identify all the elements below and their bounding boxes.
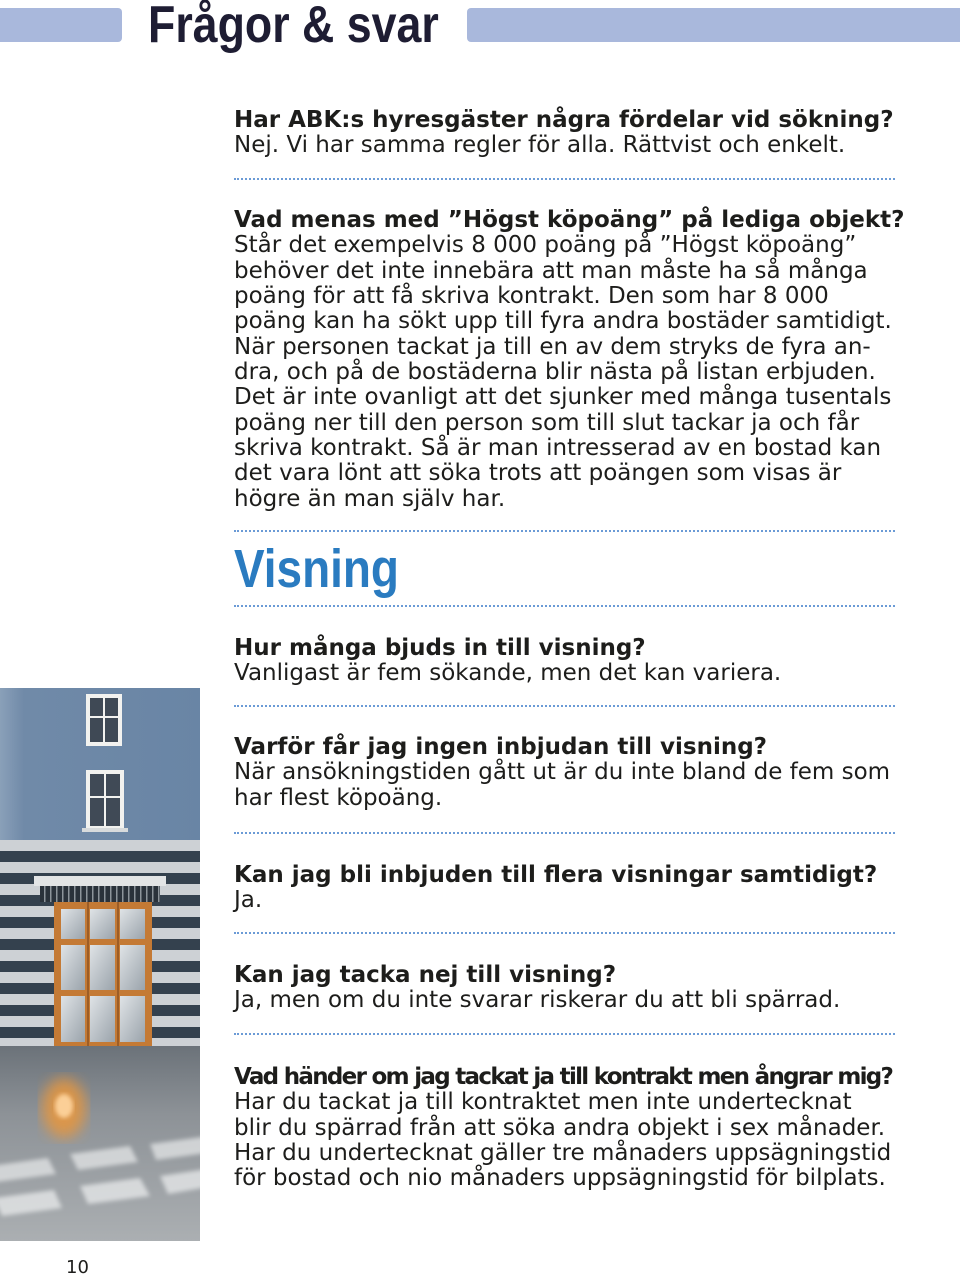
window [82,770,128,832]
faq-item [234,636,934,687]
faq-question: Varför får jag ingen inbjudan till visning? [234,734,768,760]
faq-answer-line: poäng kan ha sökt upp till fyra andra bostäder samtidigt. [234,308,892,335]
faq-answer-line: Har du undertecknat gäller tre månaders uppsägningstid [234,1140,892,1167]
faq-item [234,208,934,512]
faq-answer-line: har flest köpoäng. [234,784,443,811]
faq-answer-line: Står det exempelvis 8 000 poäng på ”Högst köpoäng” [234,232,857,259]
faq-answer-line: det vara lönt att söka trots att poängen som visas är [234,460,842,487]
building-photo [0,688,200,1241]
faq-answer [234,988,934,1013]
page-number: 10 [66,1257,89,1278]
faq-item [234,863,934,914]
faq-answer [234,661,934,686]
dotted-separator [234,605,895,607]
dotted-separator [234,530,895,532]
dotted-separator [234,178,895,180]
faq-answer-line: Ja. [234,887,263,914]
faq-answer-line: för bostad och nio månaders uppsägningstid för bilplats. [234,1165,886,1192]
dotted-separator [234,1033,895,1035]
section-heading-visning: Visning [234,539,399,599]
page-title: Frågor & svar [148,0,439,54]
faq-answer-line: När ansökningstiden gått ut är du inte bland de fem som [234,759,891,786]
door-canopy [34,876,166,902]
faq-question: Vad menas med ”Högst köpoäng” på lediga objekt? [234,207,905,233]
faq-answer-line: blir du spärrad från att söka andra objekt i sex månader. [234,1114,886,1141]
faq-item [234,735,934,811]
faq-answer [234,133,934,158]
faq-item [234,1065,934,1192]
faq-answer [234,888,934,913]
faq-answer [234,760,934,811]
faq-question: Kan jag bli inbjuden till flera visningar samtidigt? [234,862,878,888]
faq-question: Vad händer om jag tackat ja till kontrakt men ångrar mig? [234,1064,893,1090]
faq-answer-line: Ja, men om du inte svarar riskerar du att bli spärrad. [234,987,841,1014]
dotted-separator [234,705,895,707]
blurred-light [42,1078,86,1138]
faq-answer-line: dra, och på de bostäderna blir nästa på listan erbjuden. [234,359,876,386]
street [0,1046,200,1241]
dotted-separator [234,932,895,934]
faq-answer-line: poäng för att få skriva kontrakt. Den som har 8 000 [234,283,829,310]
faq-answer-line: skriva kontrakt. Så är man intresserad av en bostad kan [234,435,882,462]
entrance-door [54,902,152,1048]
faq-question: Har ABK:s hyresgäster några fördelar vid sökning? [234,107,894,133]
faq-item [234,963,934,1014]
faq-answer-line: Det är inte ovanligt att det sjunker med många tusentals [234,384,892,411]
faq-answer-line: Har du tackat ja till kontraktet men inte undertecknat [234,1089,852,1116]
header-bar-right [467,8,960,42]
faq-question: Kan jag tacka nej till visning? [234,962,617,988]
faq-answer-line: behöver det inte innebära att man måste ha så många [234,257,868,284]
faq-answer-line: När personen tackat ja till en av dem stryks de fyra an- [234,333,871,360]
dotted-separator [234,832,895,834]
faq-answer-line: Nej. Vi har samma regler för alla. Rättvist och enkelt. [234,132,846,159]
faq-answer-line: Vanligast är fem sökande, men det kan variera. [234,660,782,687]
window [86,694,122,746]
faq-item [234,108,934,159]
faq-answer-line: högre än man själv har. [234,485,506,512]
faq-answer-line: poäng ner till den person som till slut tackar ja och får [234,409,860,436]
header-bar-left [0,8,122,42]
faq-answer [234,233,934,512]
faq-question: Hur många bjuds in till visning? [234,635,646,661]
faq-answer [234,1090,934,1191]
